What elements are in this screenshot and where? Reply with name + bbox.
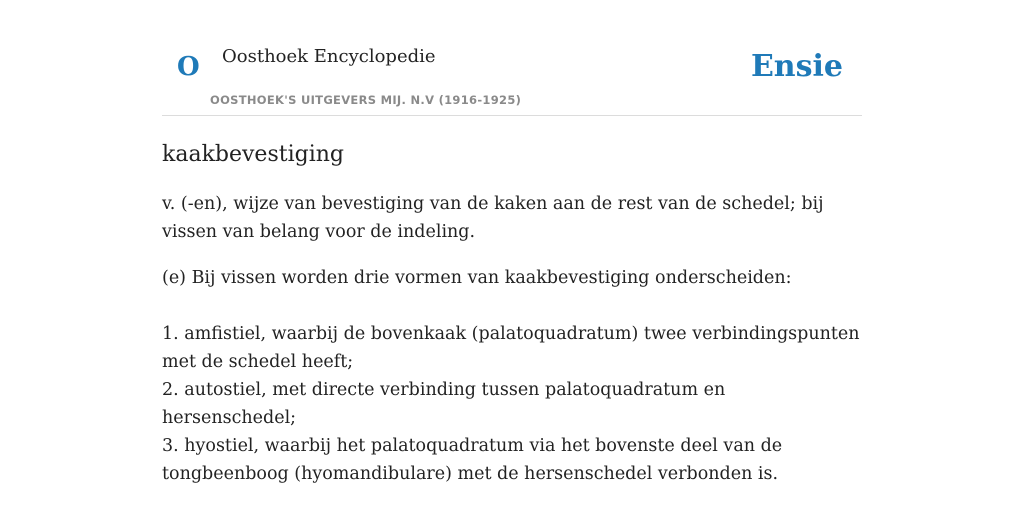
list-item: 1. amfistiel, waarbij de bovenkaak (palatoquadratum) twee verbindingspunten met de schedel heeft; bbox=[162, 324, 860, 373]
header bbox=[162, 0, 862, 116]
page bbox=[162, 0, 862, 488]
source-title[interactable]: Oosthoek Encyclopedie bbox=[222, 46, 436, 67]
brand-logo[interactable]: Ensie bbox=[750, 49, 843, 84]
list-item: 2. autostiel, met directe verbinding tussen palatoquadratum en hersenschedel; bbox=[162, 380, 726, 429]
source-subtitle: OOSTHOEK'S UITGEVERS MIJ. N.V (1916-1925) bbox=[210, 93, 522, 107]
entry-definition: v. (-en), wijze van bevestiging van de kaken aan de rest van de schedel; bij vissen van belang voor de indeling. bbox=[162, 194, 824, 243]
entry-note: (e) Bij vissen worden drie vormen van kaakbevestiging onderscheiden: bbox=[162, 268, 792, 289]
source-logo-icon[interactable]: O bbox=[177, 52, 200, 82]
entry-list bbox=[162, 320, 862, 488]
entry-title: kaakbevestiging bbox=[162, 142, 344, 167]
list-item: 3. hyostiel, waarbij het palatoquadratum via het bovenste deel van de tongbeenboog (hyomandibulare) met de hersenschedel verbonden is. bbox=[162, 436, 783, 485]
